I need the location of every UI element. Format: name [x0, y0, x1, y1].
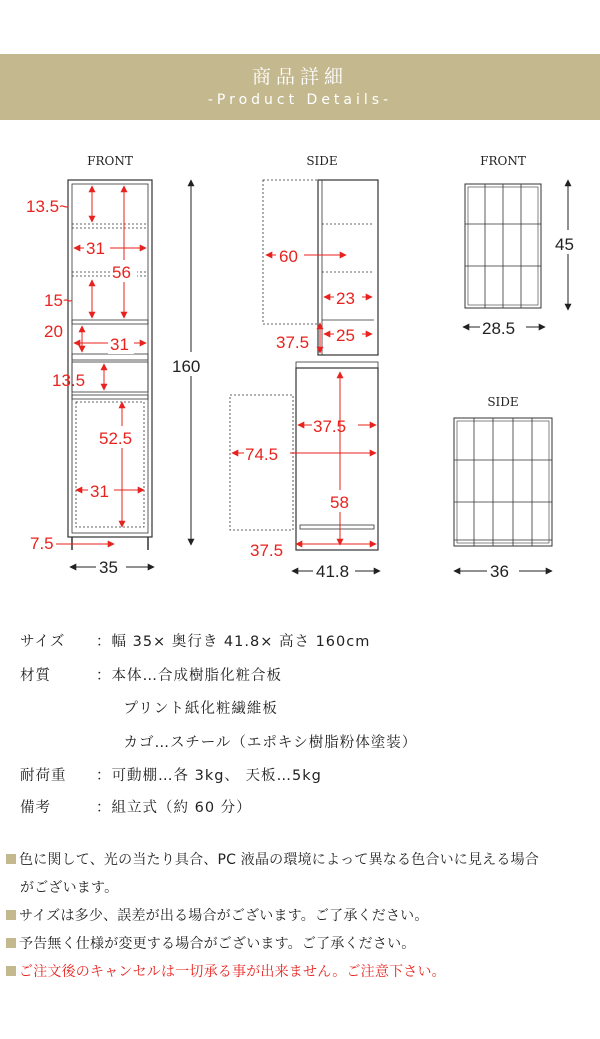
dim-height-20: 20 [44, 322, 63, 341]
dim-basket-width: 28.5 [482, 319, 516, 338]
dim-basket-side-width: 36 [490, 562, 509, 581]
spec-value: ：本体…合成樹脂化粧合板 [96, 668, 282, 684]
note-size: サイズは多少、誤差が出る場合がございます。ご了承ください。 [6, 905, 429, 925]
note-spec-change: 予告無く仕様が変更する場合がございます。ご了承ください。 [6, 933, 415, 953]
cabinet-side-view [230, 154, 380, 581]
spec-key: 備考 [20, 800, 51, 816]
cabinet-front-label: FRONT [87, 154, 133, 168]
spec-value: ：可動棚…各 3kg、 天板…5kg [96, 768, 322, 784]
cabinet-side-label: SIDE [306, 154, 338, 168]
section-subtitle: -Product Details- [207, 92, 393, 108]
dim-depth-37-5-c: 37.5 [250, 541, 284, 560]
section-title: 商品詳細 [251, 66, 348, 88]
bullet-square-icon [6, 938, 16, 948]
dim-basket-height: 45 [555, 235, 574, 254]
spec-value: ：組立式（約 60 分） [96, 800, 252, 816]
dim-depth-25: 25 [336, 326, 355, 345]
dim-total-depth: 41.8 [316, 562, 350, 581]
section-header-band [0, 54, 600, 120]
dim-width: 35 [99, 558, 118, 577]
spec-value: ：幅 35× 奥行き 41.8× 高さ 160cm [96, 634, 371, 650]
spec-key: サイズ [20, 634, 66, 650]
dim-height-58: 58 [330, 493, 349, 512]
bullet-square-icon [6, 854, 16, 864]
bullet-square-icon [6, 910, 16, 920]
spec-key: 材質 [20, 668, 51, 684]
basket-front-label: FRONT [480, 154, 526, 168]
spec-key: 耐荷重 [20, 768, 67, 784]
dim-height-56: 56 [112, 263, 131, 282]
dim-depth-37-5-b: 37.5 [313, 417, 347, 436]
bullet-square-icon [6, 966, 16, 976]
note-color: 色に関して、光の当たり具合、PC 液晶の環境によって異なる色合いに見える場合 [6, 849, 539, 869]
cabinet-front-view [26, 154, 210, 577]
dim-shelf-15: 15~ [44, 291, 73, 310]
dim-depth-23: 23 [336, 289, 355, 308]
basket-side-label: SIDE [487, 395, 519, 409]
dim-top-space: 13.5~ [26, 197, 70, 216]
dim-leg: 7.5 [30, 534, 54, 553]
note-cancel: ご注文後のキャンセルは一切承る事が出来ません。ご注意下さい。 [6, 961, 446, 981]
dim-depth-60: 60 [279, 247, 298, 266]
basket-front-view [463, 154, 583, 338]
dim-drawer-13: 13.5 [52, 371, 86, 390]
spec-value: プリント紙化粧繊維板 [108, 701, 278, 717]
spec-value: カゴ…スチール（エポキシ樹脂粉体塗装） [108, 735, 418, 751]
note-color-continued: がございます。 [20, 880, 119, 896]
dim-inner-width-3: 31 [90, 482, 109, 501]
dimension-diagrams [0, 140, 600, 590]
dim-height-52-5: 52.5 [99, 429, 133, 448]
basket-side-view [454, 395, 552, 581]
dim-inner-width-1: 31 [86, 239, 105, 258]
dim-depth-37-5-a: 37.5 [276, 333, 310, 352]
dim-total-height: 160 [172, 357, 201, 376]
dim-inner-width-2: 31 [110, 335, 129, 354]
dim-depth-74-5: 74.5 [245, 445, 279, 464]
